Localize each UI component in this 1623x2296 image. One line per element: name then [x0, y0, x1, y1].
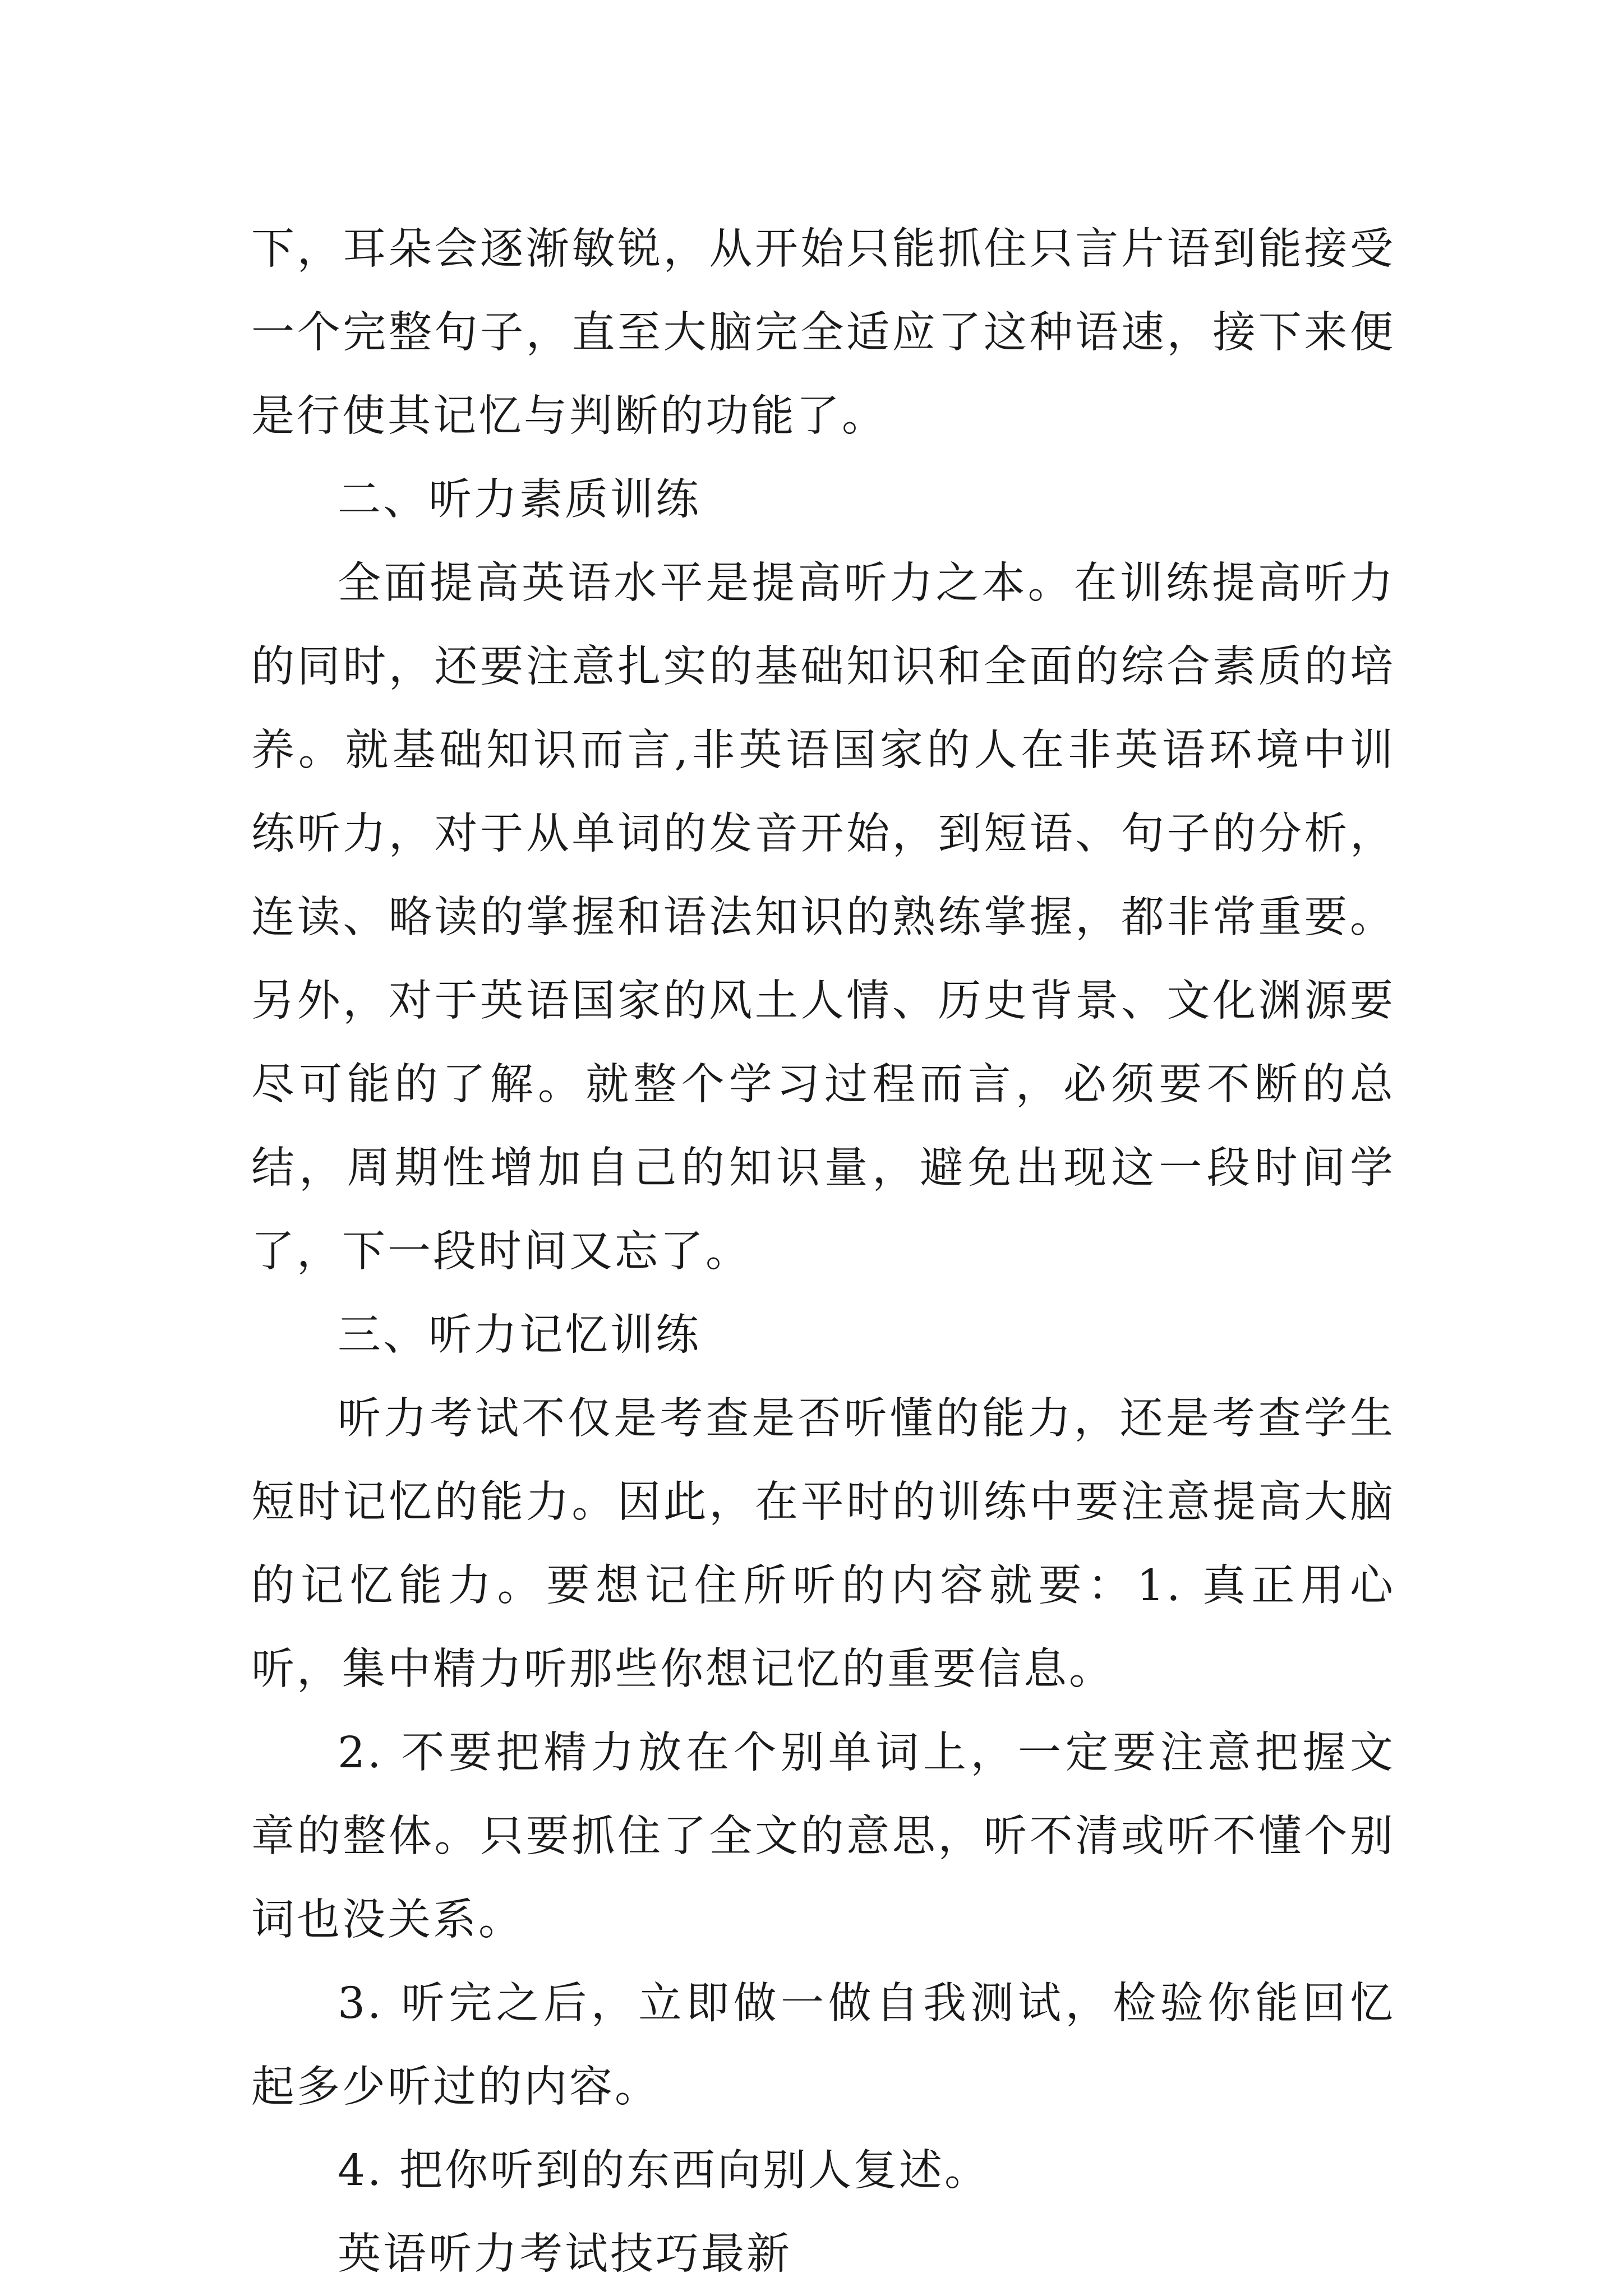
closing-title-line: 英语听力考试技巧最新: [338, 2229, 792, 2279]
paragraph-listening-quality: 全面提高英语水平是提高听力之本。在训练提高听力的同时，还要注意扎实的基础知识和全面的综合素质的培养。就基础知识而言,非英语国家的人在非英语环境中训练听力，对于从单词的发音开始，到短语、句子的分析，连读、略读的掌握和语法知识的熟练掌握，都非常重要。另外，对于英语国家的风土人情、历史背景、文化渊源要尽可能的了解。就整个学习过程而言，必须要不断的总结，周期性增加自己的知识量，避免出现这一段时间学了，下一段时间又忘了。: [251, 558, 1395, 1277]
paragraph-continuation: 下，耳朵会逐渐敏锐，从开始只能抓住只言片语到能接受一个完整句子，直至大脑完全适应了这种语速，接下来便是行使其记忆与判断的功能了。: [251, 224, 1395, 441]
list-item-2: 2. 不要把精力放在个别单词上，一定要注意把握文章的整体。只要抓住了全文的意思，听不清或听不懂个别词也没关系。: [251, 1728, 1395, 1945]
list-item-3: 3. 听完之后，立即做一做自我测试，检验你能回忆起多少听过的内容。: [251, 1979, 1395, 2112]
paragraph-memory-training: 听力考试不仅是考查是否听懂的能力，还是考查学生短时记忆的能力。因此，在平时的训练中要注意提高大脑的记忆能力。要想记住所听的内容就要：1. 真正用心听，集中精力听那些你想记忆的重要信息。: [251, 1394, 1395, 1694]
list-item-4: 4. 把你听到的东西向别人复述。: [338, 2146, 990, 2196]
section-heading-2: 二、听力素质训练: [338, 475, 701, 525]
section-heading-3: 三、听力记忆训练: [338, 1310, 701, 1360]
document-body: [251, 207, 1395, 2296]
